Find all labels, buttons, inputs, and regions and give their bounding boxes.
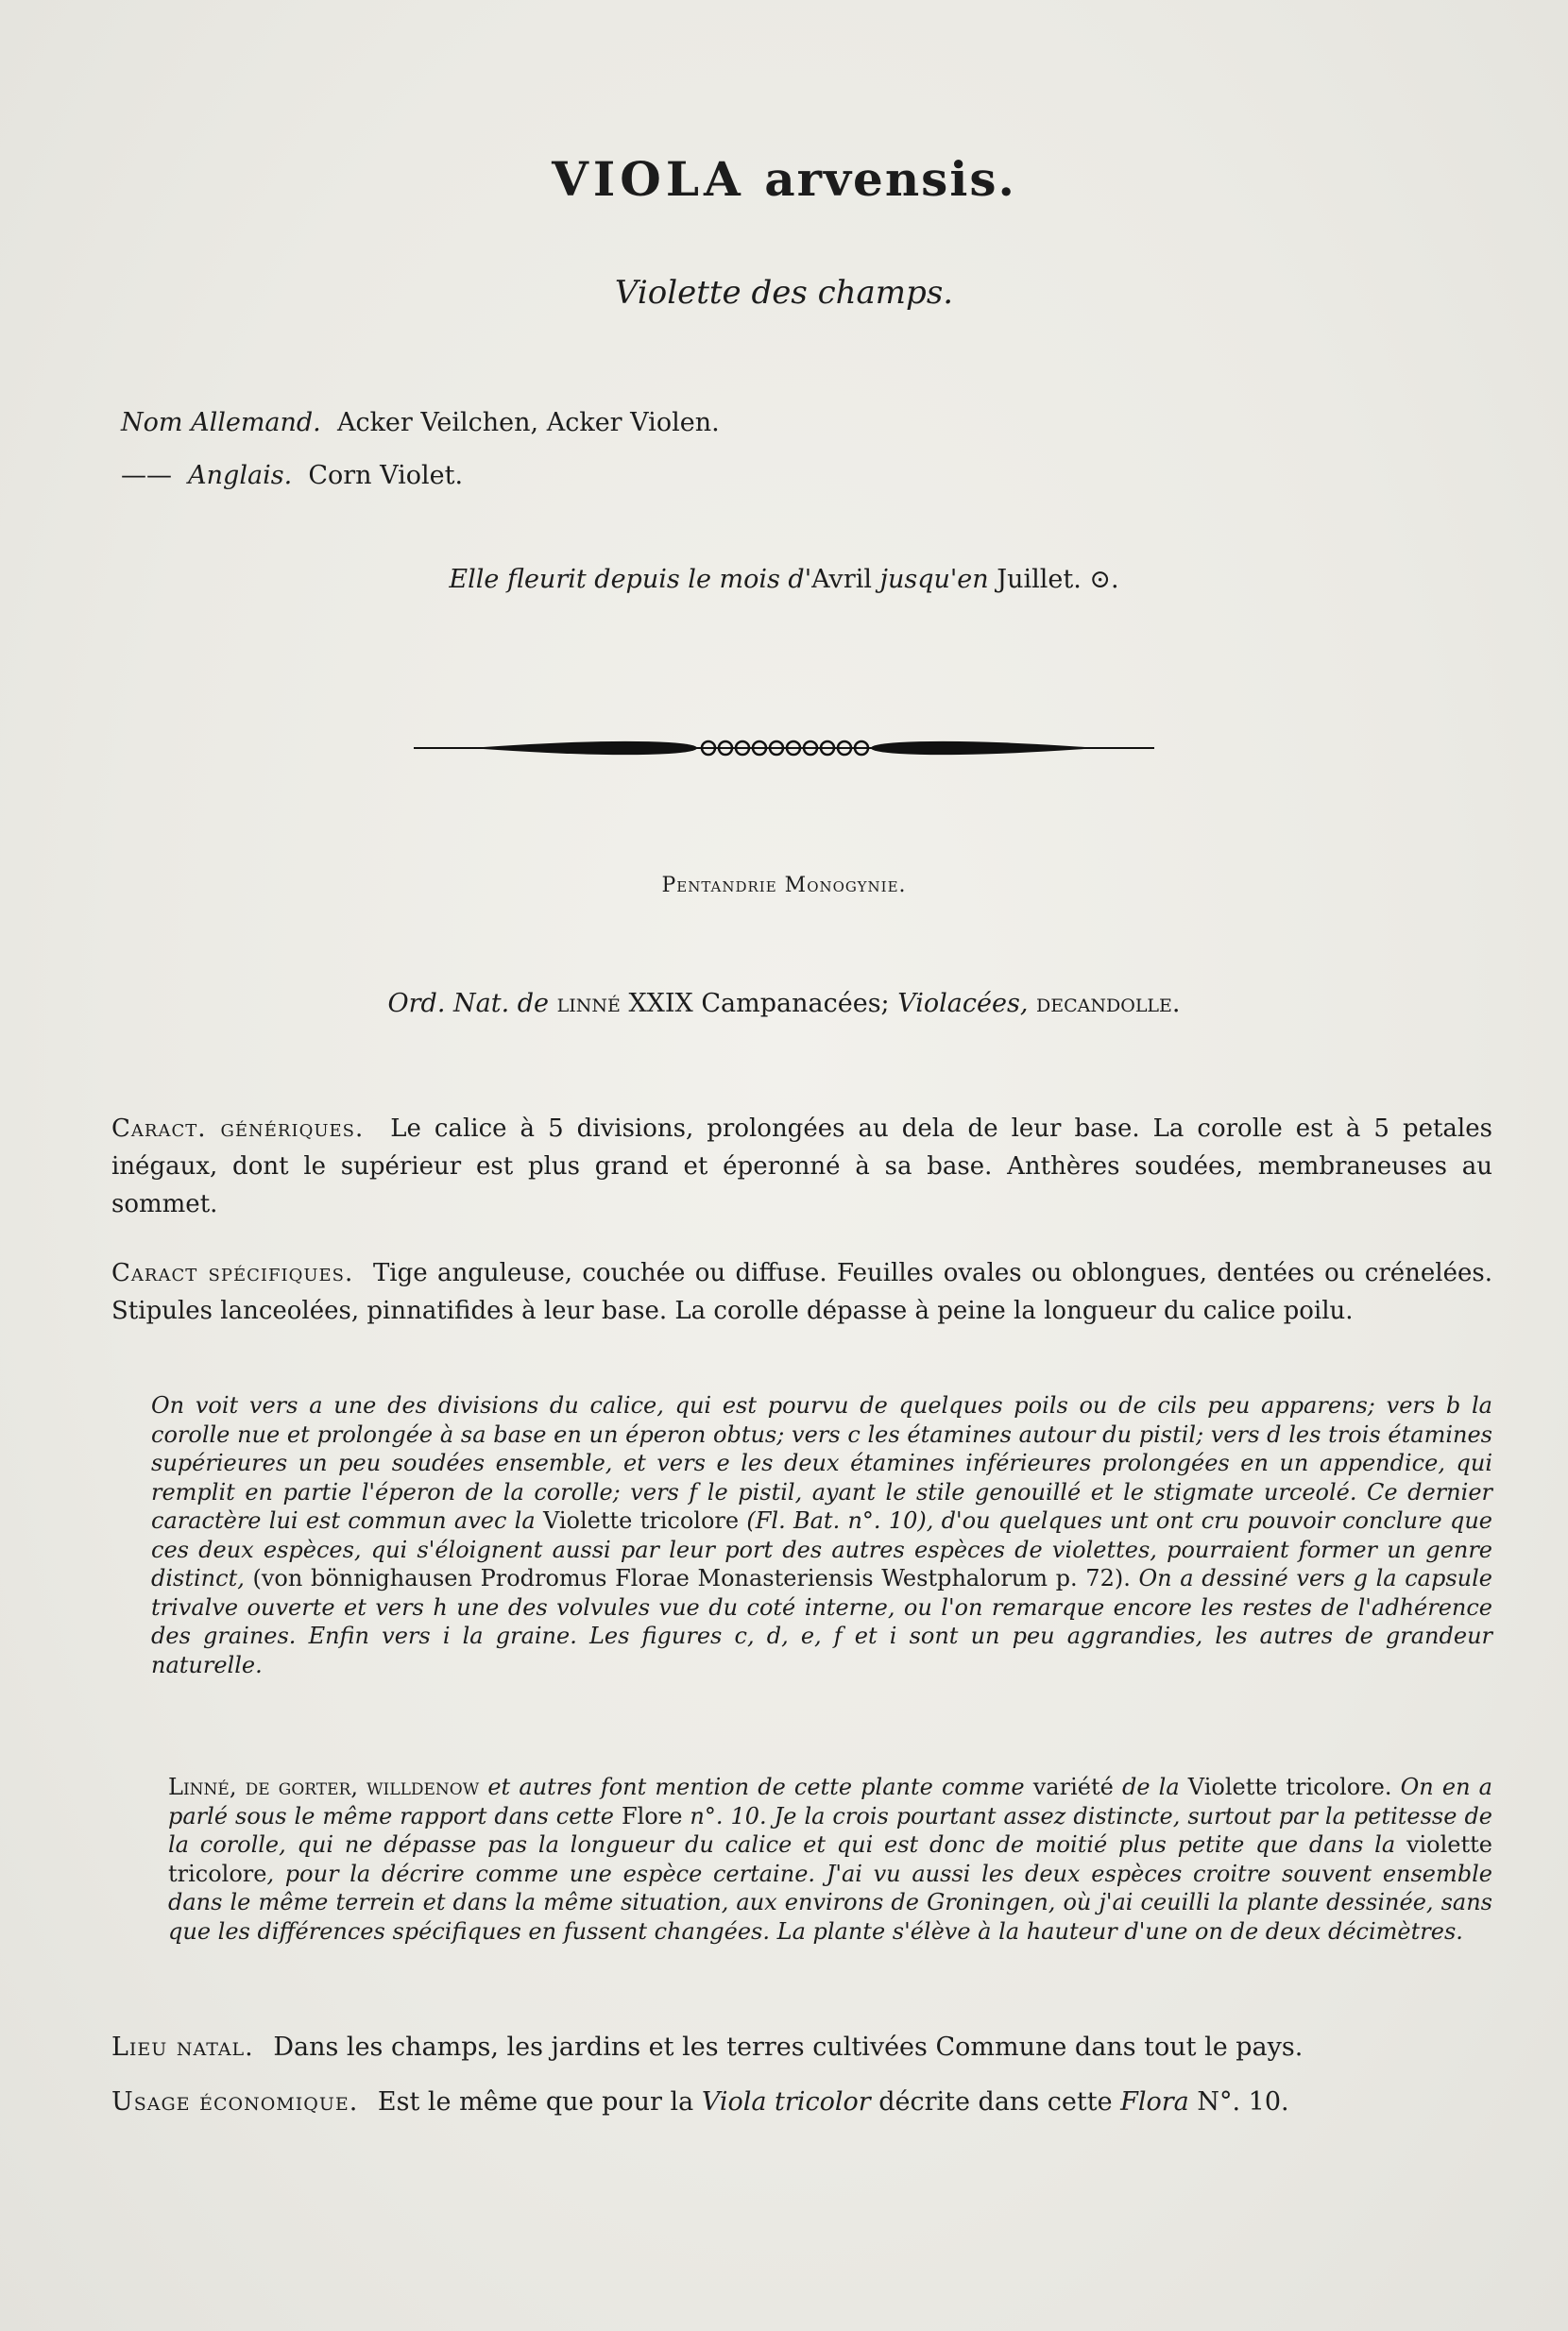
ord-de: de bbox=[517, 989, 550, 1018]
figures-text-1: On voit vers a une des divisions du calice, qui est pourvu de quelques poils ou de cils peu apparens; vers b la corolle nue et prolongée à sa base en un éperon obtus; vers c les étamines autour du pistil; vers d les trois étamines supérieures un peu soudées ensemble, et vers e les deux étamines inférieures prolongées en un appendice, qui remplit en partie l'éperon de la corolle; vers f le pistil, ayant le stile genouillé et le stigmate urceolé. Ce dernier caractère lui est commun avec la bbox=[151, 1392, 1492, 1534]
ord-label: Ord. Nat. bbox=[387, 989, 510, 1018]
remarks-text-1: et autres font mention de cette plante comme bbox=[487, 1774, 1025, 1800]
flowering-period bbox=[0, 565, 1568, 594]
remarks-flore: Flore bbox=[621, 1802, 683, 1829]
specific-characters bbox=[111, 1254, 1492, 1330]
remarks-text-4: n°. 10. Je la crois pourtant assez distincte, surtout par la petitesse de la corolle, qui ne dépasse pas la longueur du calice et qui est donc de moitié plus petite que dans la bbox=[168, 1802, 1493, 1858]
remarks-violette-tricolore: Violette tricolore. bbox=[1187, 1774, 1392, 1800]
ord-violacees: Violacées, bbox=[897, 989, 1029, 1018]
title-species: arvensis. bbox=[764, 151, 1016, 207]
english-value: Corn Violet. bbox=[308, 461, 464, 490]
figure-description bbox=[151, 1391, 1492, 1679]
title-genus: VIOLA bbox=[552, 151, 745, 207]
english-name-line bbox=[121, 461, 463, 490]
figures-text-2: (Fl. Bat. n°. 10), d'ou quelques unt ont cru pouvoir conclure que ces deux espèces, qui s'éloignent aussi par leur port des autres espèces de violettes, pourraient former un genre distinct, bbox=[151, 1507, 1492, 1591]
usage-label: Usage économique. bbox=[111, 2087, 359, 2117]
linnaean-class: Pentandrie Monogynie. bbox=[661, 874, 907, 897]
natural-order bbox=[0, 989, 1568, 1018]
remarks-violette-tricolore-2: violette tricolore bbox=[168, 1831, 1492, 1887]
generic-characters bbox=[111, 1110, 1492, 1223]
remarks bbox=[168, 1773, 1492, 1946]
flowering-month1: Avril bbox=[811, 565, 872, 594]
habitat-text: Dans les champs, les jardins et les terres cultivées Commune dans tout le pays. bbox=[273, 2033, 1304, 2062]
subtitle: Violette des champs. bbox=[614, 274, 954, 312]
remarks-text-3: On en a parlé sous le même rapport dans cette bbox=[168, 1774, 1492, 1829]
specific-label: Caract spécifiques. bbox=[111, 1259, 354, 1287]
usage-flora: Flora bbox=[1120, 2087, 1189, 2117]
flowering-part2: jusqu'en bbox=[872, 565, 997, 594]
german-value: Acker Veilchen, Acker Violen. bbox=[336, 408, 720, 437]
figures-reference: (von bönnighausen Prodromus Florae Monasteriensis Westphalorum p. 72). bbox=[252, 1565, 1131, 1591]
generic-text: Le calice à 5 divisions, prolongées au dela de leur base. La corolle est à 5 petales inégaux, dont le supérieur est plus grand et éperonné à sa base. Anthères soudées, membraneuses au sommet. bbox=[111, 1114, 1492, 1218]
figures-text-3: On a dessiné vers g la capsule trivalve ouverte et vers h une des volvules vue du coté interne, ou l'on remarque encore les restes de l'adhérence des graines. Enfin vers i la graine. Les figures c, d, e, f et i sont un peu aggrandies, les autres de grandeur naturelle. bbox=[151, 1565, 1492, 1678]
german-name-line bbox=[121, 408, 720, 437]
usage-text-1: Est le même que pour la bbox=[377, 2087, 694, 2117]
generic-label: Caract. génériques. bbox=[111, 1114, 365, 1143]
habitat bbox=[111, 2033, 1303, 2062]
remarks-text-5: , pour la décrire comme une espèce certaine. J'ai vu aussi les deux espèces croitre souvent ensemble dans le même terrein et dans la même situation, aux environs de Groningen, où j'ai ceuilli la plante dessinée, sans que les différences spécifiques en fussent changées. La plante s'élève à la hauteur d'une on de deux décimètres. bbox=[168, 1860, 1492, 1945]
ord-decandolle: decandolle. bbox=[1036, 989, 1181, 1018]
english-dash: —— bbox=[121, 461, 172, 490]
usage-text-2: décrite dans cette bbox=[878, 2087, 1113, 2117]
usage-num: N°. 10. bbox=[1197, 2087, 1289, 2117]
remarks-authors: Linné, de gorter, willdenow bbox=[168, 1774, 480, 1800]
figures-violette: Violette tricolore bbox=[542, 1507, 740, 1534]
specific-text: Tige anguleuse, couchée ou diffuse. Feuilles ovales ou oblongues, dentées ou crénelées. Stipules lanceolées, pinnatifides à leur base. La corolle dépasse à peine la longueur du calice poilu. bbox=[111, 1259, 1492, 1325]
ornament-divider bbox=[414, 727, 1154, 769]
ord-campanacees: Campanacées; bbox=[701, 989, 890, 1018]
remarks-text-2: de la bbox=[1121, 1774, 1180, 1800]
annual-symbol: ⊙. bbox=[1089, 565, 1119, 594]
flowering-month2: Juillet. bbox=[997, 565, 1082, 594]
ord-linne: linné bbox=[556, 989, 621, 1018]
page-title bbox=[0, 151, 1568, 207]
economic-use bbox=[111, 2087, 1289, 2117]
german-label: Nom Allemand. bbox=[121, 408, 321, 437]
remarks-variete: variété bbox=[1032, 1774, 1114, 1800]
flowering-part1: Elle fleurit depuis le mois d' bbox=[449, 565, 812, 594]
usage-viola: Viola tricolor bbox=[701, 2087, 871, 2117]
ord-num: XXIX bbox=[628, 989, 693, 1018]
english-label: Anglais. bbox=[188, 461, 293, 490]
habitat-label: Lieu natal. bbox=[111, 2033, 254, 2062]
